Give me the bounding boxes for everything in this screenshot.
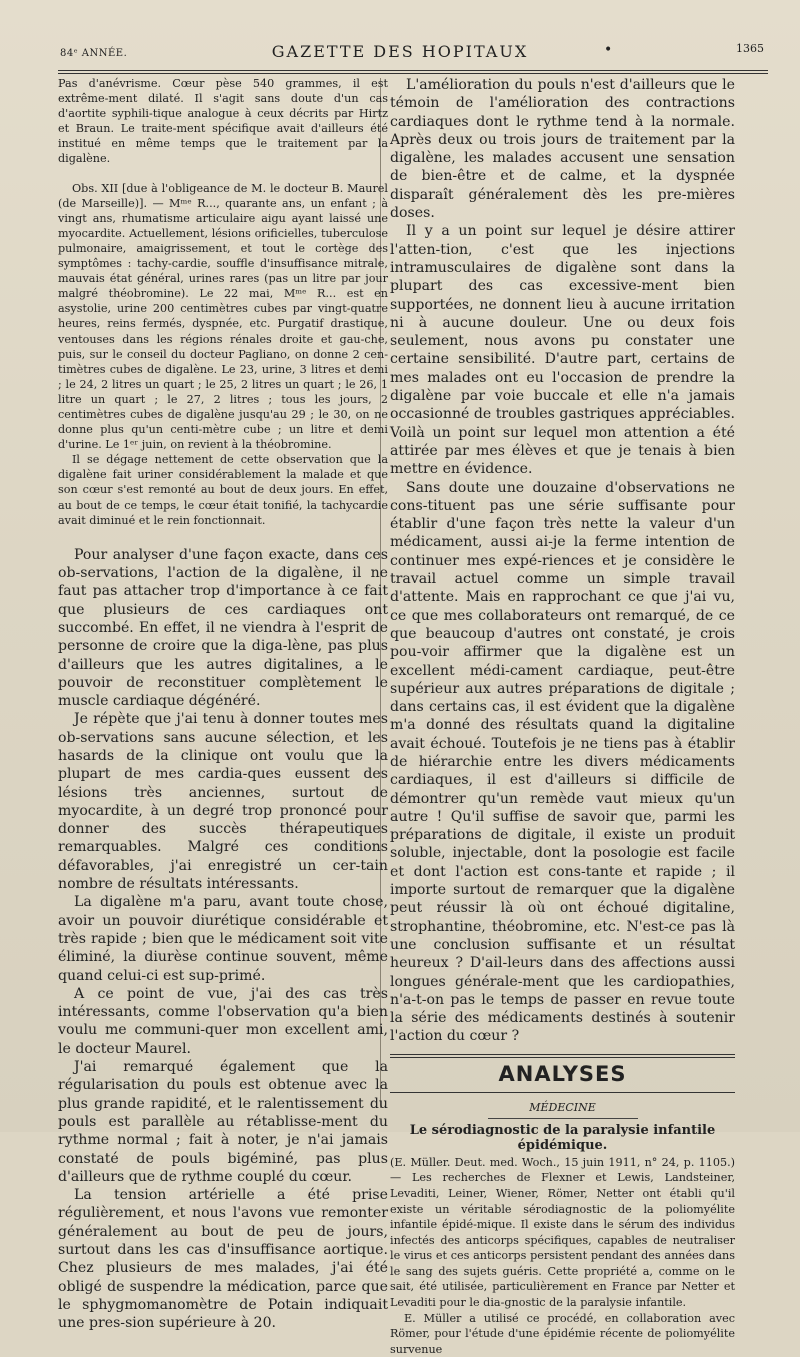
paragraph: (E. Müller. Deut. med. Woch., 15 juin 1911, n° 24, p. 1105.) — Les recherches de Flexner et Lewis, Landsteiner, Levaditi, Leiner, Wiener, Römer, Netter ont établi qu'il existe un véritable sérodiagnostic de la poliomyélite infantile épidé-mique. Il existe dans le sérum des individus infectés des anticorps spécifiques, capables de neutraliser le virus et ces anticorps persistent pendant des années dans le sang des sujets guéris. Cette propriété a, comme on le sait, été utilisée, particulièrement en France par Netter et Levaditi pour le dia-gnostic de la paralysie infantile. — [390, 1155, 735, 1310]
paragraph: A ce point de vue, j'ai des cas très intéressants, comme l'observation qu'a bien voulu me communi-quer mon excellent ami, le docteur Maurel. — [58, 985, 388, 1057]
page-header — [0, 28, 800, 68]
left-column — [58, 76, 388, 1332]
section-rule-thin — [390, 1092, 735, 1093]
paragraph: Sans doute une douzaine d'observations ne cons-tituent pas une série suffisante pour établir d'une façon très nette la valeur d'un médicament, aussi ai-je la ferme intention de continuer mes expé-riences et je considère le travail actuel comme un simple travail d'attente. Mais en rapprochant ce que j'ai vu, ce que mes collaborateurs ont remarqué, de ce que beaucoup d'autres ont constaté, je crois pou-voir affirmer que la digalène est un excellent médi-cament cardiaque, peut-être supérieur aux autres préparations de digitale ; dans certains cas, il est évident que la digalène m'a donné des résultats quand la digitaline avait échoué. Toutefois je ne tiens pas à établir de hiérarchie entre les divers médicaments cardiaques, il est d'ailleurs si difficile de démontrer qu'un remède vaut mieux qu'un autre ! Qu'il suffise de savoir que, parmi les préparations de digitale, il existe un produit soluble, injectable, dont la posologie est facile et dont l'action est cons-tante et rapide ; il importe surtout de remarquer que la digalène peut réussir là où ont échoué digitaline, strophantine, théobromine, etc. N'est-ce pas là une conclusion suffisante et un résultat heureux ? D'ail-leurs dans des affections aussi longues générale-ment que les cardiopathies, n'a-t-on pas le temps de passer en revue toute la série des médicaments destinés à soutenir l'action du cœur ? — [390, 479, 735, 1045]
subsection-title: MÉDECINE — [529, 1100, 596, 1114]
paragraph: Il y a un point sur lequel je désire attirer l'atten-tion, c'est que les injections intramusculaires de digalène sont dans la plupart des cas excessive-ment bien supportées, ne donnent lieu à aucune irritation ni à aucune douleur. Une ou deux fois seulement, nous avons pu constater une certaine sensibilité. D'autre part, certains de mes malades ont eu l'occasion de prendre la digalène par voie buccale et elle n'a jamais occasionné de troubles gastriques appréciables. Voilà un point sur lequel mon attention a été attirée par mes élèves et que je tenais à bien mettre en évidence. — [390, 223, 735, 478]
article-title: Le sérodiagnostic de la paralysie infantile épidémique. — [409, 1122, 716, 1153]
paragraph: La tension artérielle a été prise régulièrement, et nous l'avons vue remonter généralement au bout de peu de jours, surtout dans les cas d'insuffisance aortique. Chez plusieurs de mes malades, j'ai été obligé de suspendre la médication, parce que le sphygmomanomètre de Potain indiquait une pres-sion supérieure à 20. — [58, 1187, 388, 1332]
right-column — [390, 76, 735, 1356]
main-text-left — [58, 546, 388, 1333]
observation-xii — [58, 181, 388, 528]
paragraph: Pas d'anévrisme. Cœur pèse 540 grammes, il est extrême-ment dilaté. Il s'agit sans doute d'un cas d'aortite syphili-tique analogue à ceux décrits par Hirtz et Braun. Le traite-ment spécifique avait d'ailleurs été institué en même temps que le traitement par la digalène. — [58, 77, 388, 166]
paragraph: Obs. XII [due à l'obligeance de M. le docteur B. Maurel (de Marseille)]. — Mᵐᵉ R..., quarante ans, un enfant ; à vingt ans, rhumatisme articulaire aigu ayant laissé une myocardite. Actuellement, lésions orificielles, tuberculose pulmonaire, amaigrissement, et tout le cortège des symptômes : tachy-cardie, souffle d'insuffisance mitrale, mauvais état général, urines rares (pas un litre par jour malgré théobromine). Le 22 mai, Mᵐᵉ R... est en asystolie, urine 200 centimètres cubes par vingt-quatre heures, reins fermés, dyspnée, etc. Purgatif drastique, ventouses dans les régions rénales droite et gau-che, puis, sur le conseil du docteur Pagliano, on donne 2 cen-timètres cubes de digalène. Le 23, urine, 3 litres et demi ; le 24, 2 litres un quart ; le 25, 2 litres un quart ; le 26, 1 litre un quart ; le 27, 2 litres ; tous les jours, 2 centimètres cubes de digalène jusqu'au 29 ; le 30, on ne donne plus qu'un centi-mètre cube ; un litre et demi d'urine. Le 1ᵉʳ juin, on revient à la théobromine. — [58, 181, 388, 452]
paragraph: E. Müller a utilisé ce procédé, en collaboration avec Römer, pour l'étude d'une épidémie récente de poliomyélite survenue — [390, 1311, 735, 1356]
page-number: 1365 — [736, 42, 764, 55]
main-text-right — [390, 76, 735, 1046]
paragraph: L'amélioration du pouls n'est d'ailleurs que le témoin de l'amélioration des contractions cardiaques dont le rythme tend à la normale. Après deux ou trois jours de traitement par la digalène, les malades accusent une sensation de bien-être et de calme, et la dyspnée disparaît généralement dès les pre-mières doses. — [390, 77, 735, 222]
header-dot: • — [604, 42, 613, 58]
section-rule — [390, 1054, 735, 1058]
paragraph: Pour analyser d'une façon exacte, dans ces ob-servations, l'action de la digalène, il ne faut pas attacher trop d'importance à ce fait que plusieurs de ces cardiaques ont succombé. En effet, il ne viendra à l'esprit de personne de croire que la diga-lène, pas plus d'ailleurs que les autres digitalines, a le pouvoir de reconstituer complètement le muscle cardiaque dégénéré. — [58, 546, 388, 710]
paragraph: Je répète que j'ai tenu à donner toutes mes ob-servations sans aucune sélection, et les hasards de la clinique ont voulu que la plupart de mes cardia-ques eussent des lésions très anciennes, surtout de myocardite, à un degré trop prononcé pour donner des succès thérapeutiques remarquables. Malgré ces conditions défavorables, j'ai enregistré un cer-tain nombre de résultats intéressants. — [58, 711, 388, 893]
header-rule — [58, 70, 768, 74]
year-label: 84ᵉ ANNÉE. — [60, 48, 128, 59]
observation-end — [58, 76, 388, 167]
paragraph: J'ai remarqué également que la régularisation du pouls est obtenue avec la plus grande rapidité, et le ralentissement du pouls est parallèle au rétablisse-ment du rythme normal ; fait à noter, je n'ai jamais constaté de pouls bigéminé, pas plus d'ailleurs que de rythme couplé du cœur. — [58, 1059, 388, 1185]
journal-title: GAZETTE DES HOPITAUX — [271, 42, 529, 61]
subsection-rule — [488, 1118, 638, 1119]
analyses-title: ANALYSES — [498, 1061, 627, 1086]
paragraph: Il se dégage nettement de cette observation que la digalène fait uriner considérablement la malade et que son cœur s'est remonté au bout de deux jours. En effet, au bout de ce temps, le cœur était tonifié, la tachycardie avait diminué et le rein fonctionnait. — [58, 453, 388, 527]
analysis-text — [390, 1155, 735, 1357]
paragraph: La digalène m'a paru, avant toute chose, avoir un pouvoir diurétique considérable et très rapide ; bien que le médicament soit vite éliminé, la diurèse continue souvent, même quand celui-ci est sup-primé. — [58, 894, 388, 984]
